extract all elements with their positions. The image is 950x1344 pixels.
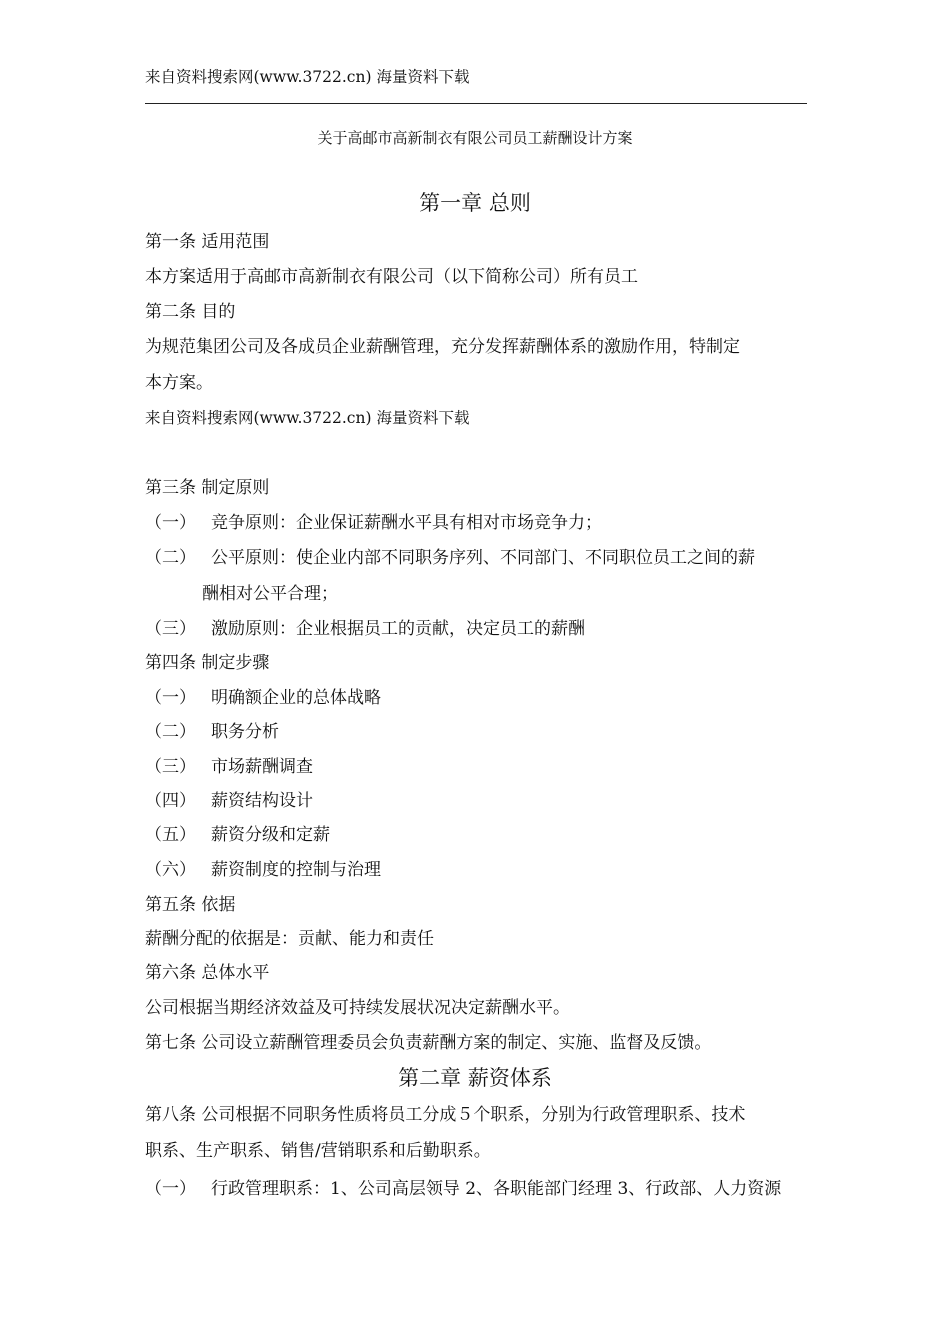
item-text: 公平原则：使企业内部不同职务序列、不同部门、不同职位员工之间的薪: [211, 548, 755, 568]
inline-source-text: 来自资料搜索网(www.3722.cn) 海量资料下载: [145, 409, 470, 427]
item-text: 薪资结构设计: [211, 791, 313, 811]
item-text: 竞争原则：企业保证薪酬水平具有相对市场竞争力；: [211, 513, 602, 533]
item-number: （二）: [145, 722, 196, 742]
article8-line2: 职系、生产职系、销售/营销职系和后勤职系。: [145, 1141, 491, 1161]
article3-item: [145, 511, 602, 535]
article2-body-line2: 本方案。: [145, 373, 213, 393]
article8-line1: 第八条 公司根据不同职务性质将员工分成５个职系，分别为行政管理职系、技术: [145, 1105, 746, 1125]
article2-body-line1: 为规范集团公司及各成员企业薪酬管理，充分发挥薪酬体系的激励作用，特制定: [145, 337, 740, 357]
header-rule: [145, 103, 807, 104]
article4-heading: 第四条 制定步骤: [145, 653, 270, 673]
article7: 第七条 公司设立薪酬管理委员会负责薪酬方案的制定、实施、监督及反馈。: [145, 1033, 712, 1053]
item-text: 职务分析: [211, 722, 279, 742]
item-text: 行政管理职系：1、公司高层领导 2、各职能部门经理 3、行政部、人力资源: [211, 1179, 782, 1199]
item-number: （三）: [145, 757, 196, 777]
header-source-text: 来自资料搜索网(www.3722.cn) 海量资料下载: [145, 68, 470, 86]
item-number: （四）: [145, 791, 196, 811]
article6-body: 公司根据当期经济效益及可持续发展状况决定薪酬水平。: [145, 998, 570, 1018]
item-number: （一）: [145, 688, 196, 708]
item-text: 激励原则：企业根据员工的贡献，决定员工的薪酬: [211, 619, 585, 639]
article5-heading: 第五条 依据: [145, 895, 236, 915]
chapter1-heading: 第一章 总则: [419, 191, 531, 215]
article3-item-continuation: 酬相对公平合理；: [202, 584, 338, 604]
item-number: （一）: [145, 513, 196, 533]
article4-item: [145, 720, 279, 744]
article1-heading: 第一条 适用范围: [145, 232, 270, 252]
item-text: 市场薪酬调查: [211, 757, 313, 777]
item-number: （六）: [145, 860, 196, 880]
article1-body: 本方案适用于高邮市高新制衣有限公司（以下简称公司）所有员工: [145, 267, 638, 287]
item-text: 薪资分级和定薪: [211, 825, 330, 845]
article6-heading: 第六条 总体水平: [145, 963, 270, 983]
article5-body: 薪酬分配的依据是：贡献、能力和责任: [145, 929, 434, 949]
item-number: （一）: [145, 1179, 196, 1199]
article4-item: [145, 686, 381, 710]
item-text: 薪资制度的控制与治理: [211, 860, 381, 880]
article4-item: [145, 823, 330, 847]
item-number: （二）: [145, 548, 196, 568]
article8-item: [145, 1177, 781, 1201]
article3-item: [145, 617, 585, 641]
item-number: （三）: [145, 619, 196, 639]
item-number: （五）: [145, 825, 196, 845]
article3-item: [145, 546, 755, 570]
document-title: 关于高邮市高新制衣有限公司员工薪酬设计方案: [317, 129, 633, 147]
article3-heading: 第三条 制定原则: [145, 478, 270, 498]
article4-item: [145, 858, 381, 882]
chapter2-heading: 第二章 薪资体系: [398, 1066, 552, 1090]
article4-item: [145, 789, 313, 813]
article2-heading: 第二条 目的: [145, 302, 236, 322]
item-text: 明确额企业的总体战略: [211, 688, 381, 708]
article4-item: [145, 755, 313, 779]
